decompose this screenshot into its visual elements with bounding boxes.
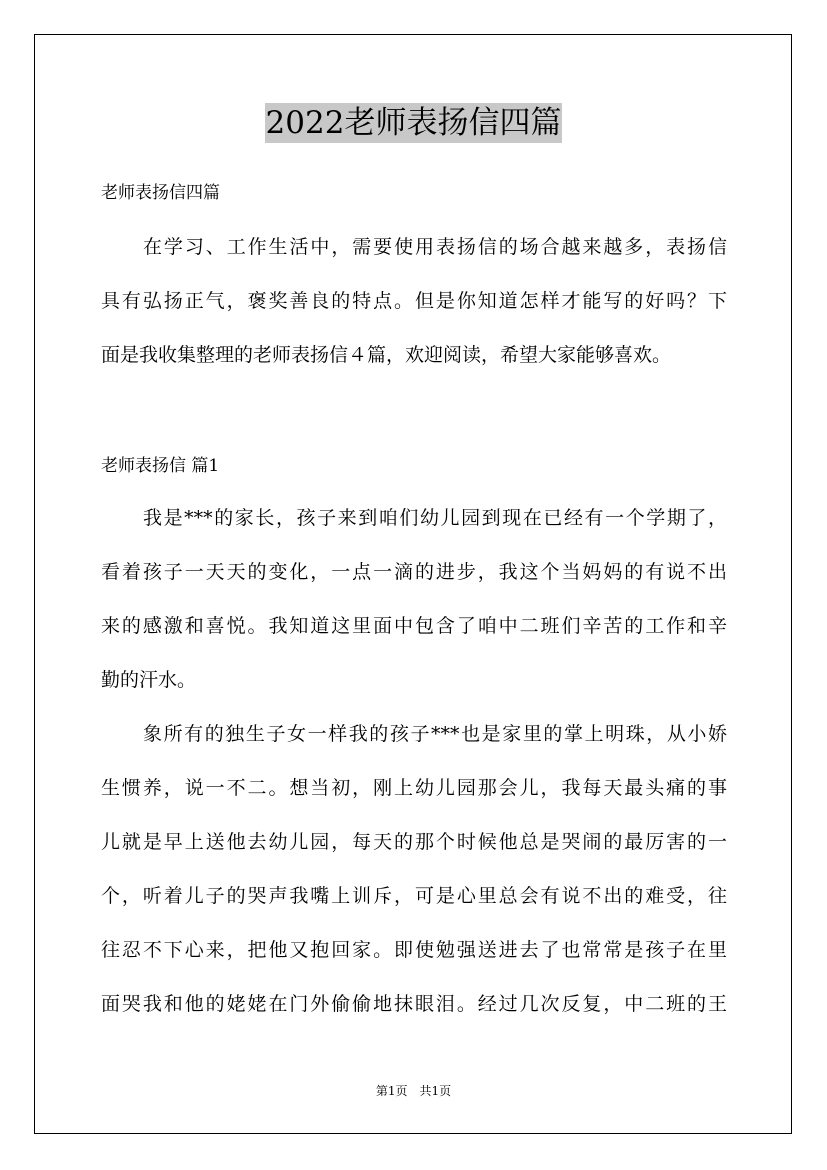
paragraph-line: 我是***的家长，孩子来到咱们幼儿园到现在已经有一个学期了， [143, 507, 727, 529]
paragraph-line: 面哭我和他的姥姥在门外偷偷地抹眼泪。经过几次反复，中二班的王 [101, 993, 727, 1015]
document-subtitle: 老师表扬信四篇 [101, 183, 220, 203]
paragraph-line: 面是我收集整理的老师表扬信４篇，欢迎阅读，希望大家能够喜欢。 [101, 344, 672, 366]
paragraph-line: 生惯养，说一不二。想当初，刚上幼儿园那会儿，我每天最头痛的事 [101, 777, 727, 799]
paragraph-line: 儿就是早上送他去幼儿园，每天的那个时候他总是哭闹的最厉害的一 [101, 831, 727, 853]
document-title: 2022老师表扬信四篇 [265, 105, 562, 141]
paragraph-line: 来的感激和喜悦。我知道这里面中包含了咱中二班们辛苦的工作和辛 [101, 615, 727, 637]
paragraph-line: 往忍不下心来，把他又抱回家。即使勉强送进去了也常常是孩子在里 [101, 939, 727, 961]
page-footer [0, 1083, 827, 1099]
paragraph-line: 在学习、工作生活中，需要使用表扬信的场合越来越多，表扬信 [143, 236, 727, 258]
letter-paragraph-2 [101, 707, 727, 1031]
paragraph-line: 勤的汗水。 [101, 669, 197, 691]
letter-paragraph-1 [101, 491, 727, 707]
intro-paragraph [101, 220, 727, 382]
paragraph-line: 看着孩子一天天的变化，一点一滴的进步，我这个当妈妈的有说不出 [101, 561, 727, 583]
paragraph-line: 象所有的独生子女一样我的孩子***也是家里的掌上明珠，从小娇 [143, 723, 727, 745]
page-number: 第1页 [375, 1084, 408, 1098]
paragraph-line: 具有弘扬正气，褒奖善良的特点。但是你知道怎样才能写的好吗？下 [101, 290, 727, 312]
section-heading: 老师表扬信 篇1 [101, 456, 220, 476]
paragraph-line: 个，听着儿子的哭声我嘴上训斥，可是心里总会有说不出的难受，往 [101, 885, 727, 907]
page-total: 共1页 [419, 1084, 452, 1098]
title-container [0, 103, 827, 143]
